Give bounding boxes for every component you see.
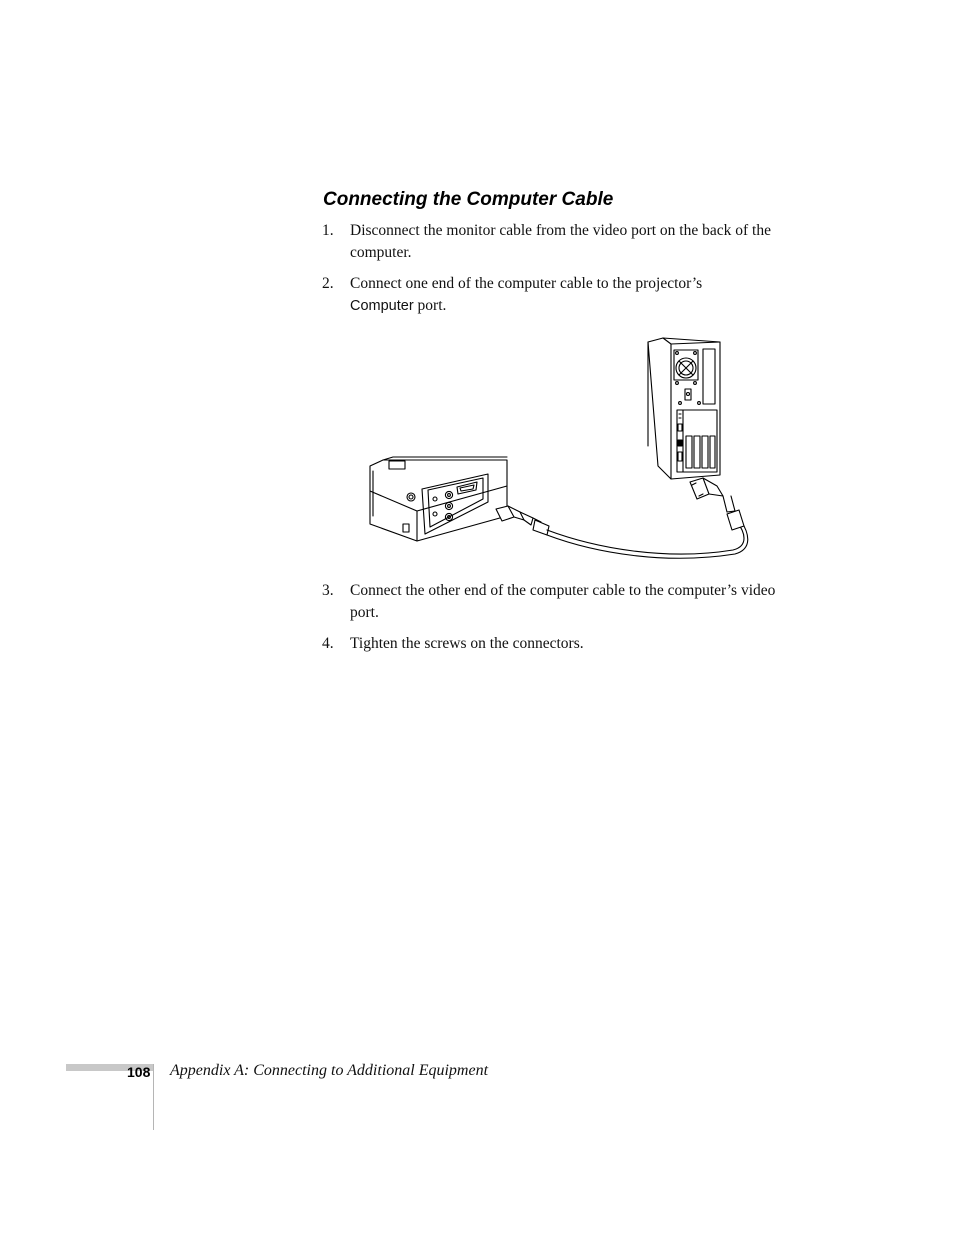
projector-computer-connection-illustration — [365, 336, 755, 562]
step-text-after: port. — [413, 297, 447, 314]
step-number: 2. — [322, 275, 334, 292]
step-text: Connect the other end of the computer cable to the computer’s video port. — [350, 582, 776, 621]
step-number: 4. — [322, 635, 334, 652]
projector-drawing — [370, 457, 507, 541]
step-text: Disconnect the monitor cable from the video port on the back of the computer. — [350, 222, 771, 261]
step-1 — [322, 220, 792, 264]
step-2 — [322, 273, 792, 317]
step-3 — [322, 580, 792, 624]
computer-port-name: Computer — [350, 298, 414, 314]
running-footer-title: Appendix A: Connecting to Additional Equipment — [170, 1062, 489, 1079]
step-4 — [322, 633, 792, 655]
footer-divider — [153, 1064, 154, 1130]
page-number: 108 — [127, 1064, 151, 1080]
step-text — [350, 273, 792, 317]
computer-tower-drawing — [648, 338, 720, 479]
step-number: 1. — [322, 222, 334, 239]
step-number: 3. — [322, 582, 334, 599]
step-text-before: Connect one end of the computer cable to the projector’s — [350, 275, 703, 292]
section-title: Connecting the Computer Cable — [323, 189, 614, 210]
step-text: Tighten the screws on the connectors. — [350, 635, 584, 652]
computer-cable-drawing — [496, 478, 748, 558]
